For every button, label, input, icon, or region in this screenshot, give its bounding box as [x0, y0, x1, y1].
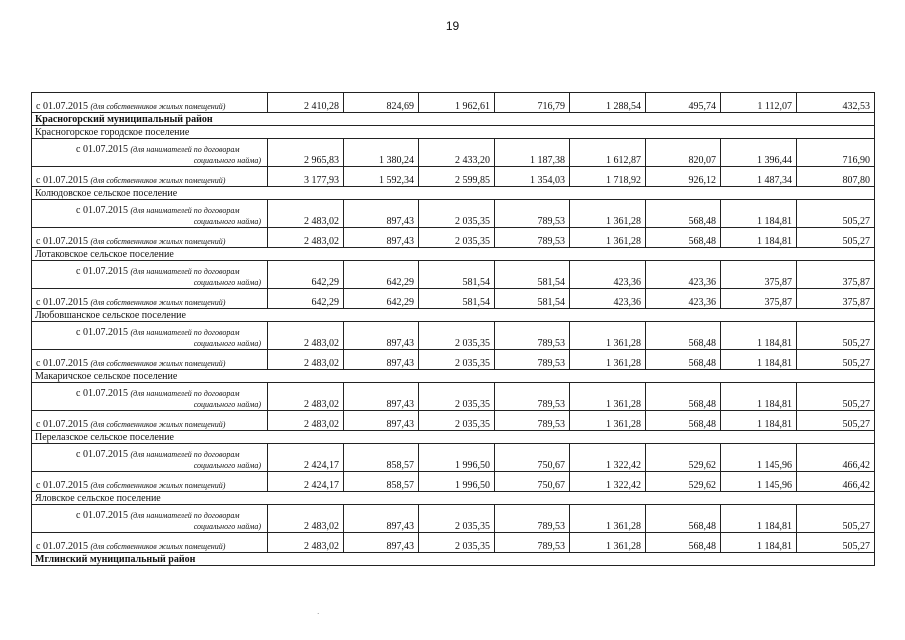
tariff-value-cell: 1 184,81 [721, 200, 797, 228]
effective-date: с 01.07.2015 [76, 144, 128, 155]
tariff-value-cell: 2 410,28 [268, 93, 344, 113]
tariff-value-cell: 716,79 [495, 93, 570, 113]
tariff-value-cell: 824,69 [344, 93, 419, 113]
tariff-value-cell: 750,67 [495, 472, 570, 492]
tariff-value-cell: 789,53 [495, 411, 570, 431]
tariff-value-cell: 897,43 [344, 383, 419, 411]
district-header-row [32, 553, 875, 566]
tariff-value-cell: 2 035,35 [419, 411, 495, 431]
row-label-line1 [36, 144, 263, 155]
settlement-title: Макаричское сельское поселение [32, 370, 875, 383]
row-label [32, 322, 268, 350]
tariff-value-cell: 642,29 [268, 289, 344, 309]
consumer-category-note: (для нанимателей по договорам [130, 389, 240, 398]
tariff-value-cell: 2 483,02 [268, 350, 344, 370]
tariff-value-cell: 820,07 [646, 139, 721, 167]
settlement-header-row [32, 492, 875, 505]
tariff-value-cell: 1 996,50 [419, 472, 495, 492]
row-label-line1 [36, 510, 263, 521]
effective-date: с 01.07.2015 [36, 480, 88, 491]
tariff-value-cell: 807,80 [797, 167, 875, 187]
tariff-value-cell: 789,53 [495, 350, 570, 370]
district-header-row [32, 113, 875, 126]
settlement-header-row [32, 370, 875, 383]
tariff-value-cell: 1 361,28 [570, 228, 646, 248]
tariff-value-cell: 375,87 [721, 261, 797, 289]
tariff-value-cell: 789,53 [495, 533, 570, 553]
tariff-value-cell: 750,67 [495, 444, 570, 472]
tariff-value-cell: 2 424,17 [268, 472, 344, 492]
tariff-value-cell: 2 483,02 [268, 533, 344, 553]
tariff-value-cell: 897,43 [344, 322, 419, 350]
tariff-row [32, 411, 875, 431]
tariff-row [32, 228, 875, 248]
tariff-row [32, 139, 875, 167]
tariff-table-body [32, 93, 875, 566]
tariff-value-cell: 642,29 [344, 289, 419, 309]
tariff-value-cell: 858,57 [344, 444, 419, 472]
row-label [32, 411, 268, 431]
tariff-value-cell: 2 433,20 [419, 139, 495, 167]
tariff-value-cell: 2 035,35 [419, 533, 495, 553]
tariff-value-cell: 568,48 [646, 200, 721, 228]
tariff-row [32, 533, 875, 553]
row-label [32, 472, 268, 492]
consumer-category-note: (для собственников жилых помещений) [90, 481, 226, 490]
tariff-value-cell: 1 996,50 [419, 444, 495, 472]
effective-date: с 01.07.2015 [76, 327, 128, 338]
consumer-category-note: (для нанимателей по договорам [130, 267, 240, 276]
tariff-value-cell: 2 424,17 [268, 444, 344, 472]
tariff-value-cell: 2 483,02 [268, 322, 344, 350]
tariff-value-cell: 1 322,42 [570, 472, 646, 492]
tariff-value-cell: 375,87 [797, 289, 875, 309]
tariff-value-cell: 1 361,28 [570, 533, 646, 553]
tariff-value-cell: 2 035,35 [419, 350, 495, 370]
tariff-value-cell: 1 184,81 [721, 411, 797, 431]
tariff-value-cell: 375,87 [797, 261, 875, 289]
settlement-header-row [32, 187, 875, 200]
tariff-value-cell: 581,54 [495, 289, 570, 309]
tariff-value-cell: 789,53 [495, 505, 570, 533]
tariff-value-cell: 423,36 [570, 289, 646, 309]
tariff-value-cell: 1 184,81 [721, 350, 797, 370]
tariff-value-cell: 1 962,61 [419, 93, 495, 113]
tariff-value-cell: 897,43 [344, 505, 419, 533]
tariff-value-cell: 1 361,28 [570, 505, 646, 533]
row-label-line1 [36, 266, 263, 277]
tariff-table [31, 92, 875, 566]
consumer-category-note-continued: социального найма) [193, 278, 261, 287]
settlement-header-row [32, 248, 875, 261]
tariff-row [32, 93, 875, 113]
tariff-value-cell: 505,27 [797, 533, 875, 553]
tariff-value-cell: 1 288,54 [570, 93, 646, 113]
tariff-value-cell: 789,53 [495, 322, 570, 350]
tariff-value-cell: 423,36 [570, 261, 646, 289]
tariff-value-cell: 1 361,28 [570, 350, 646, 370]
tariff-value-cell: 897,43 [344, 228, 419, 248]
tariff-value-cell: 789,53 [495, 383, 570, 411]
consumer-category-note: (для собственников жилых помещений) [90, 237, 226, 246]
settlement-title: Яловское сельское поселение [32, 492, 875, 505]
page-number: 19 [445, 19, 460, 33]
tariff-value-cell: 581,54 [419, 261, 495, 289]
tariff-value-cell: 897,43 [344, 200, 419, 228]
row-label [32, 261, 268, 289]
tariff-value-cell: 1 361,28 [570, 200, 646, 228]
tariff-value-cell: 2 035,35 [419, 505, 495, 533]
tariff-value-cell: 1 184,81 [721, 322, 797, 350]
tariff-value-cell: 505,27 [797, 322, 875, 350]
consumer-category-note: (для нанимателей по договорам [130, 328, 240, 337]
district-title: Мглинский муниципальный район [32, 553, 875, 566]
consumer-category-note: (для собственников жилых помещений) [90, 359, 226, 368]
tariff-value-cell: 3 177,93 [268, 167, 344, 187]
tariff-value-cell: 1 145,96 [721, 472, 797, 492]
tariff-value-cell: 1 184,81 [721, 228, 797, 248]
effective-date: с 01.07.2015 [36, 236, 88, 247]
tariff-value-cell: 1 184,81 [721, 533, 797, 553]
tariff-row [32, 350, 875, 370]
consumer-category-note-continued: социального найма) [193, 522, 261, 531]
tariff-value-cell: 1 592,34 [344, 167, 419, 187]
effective-date: с 01.07.2015 [36, 419, 88, 430]
tariff-value-cell: 642,29 [268, 261, 344, 289]
tariff-value-cell: 1 361,28 [570, 322, 646, 350]
tariff-value-cell: 1 112,07 [721, 93, 797, 113]
consumer-category-note-continued: социального найма) [193, 156, 261, 165]
row-label [32, 200, 268, 228]
tariff-value-cell: 897,43 [344, 350, 419, 370]
effective-date: с 01.07.2015 [76, 205, 128, 216]
settlement-header-row [32, 431, 875, 444]
tariff-value-cell: 568,48 [646, 350, 721, 370]
row-label [32, 505, 268, 533]
tariff-value-cell: 1 322,42 [570, 444, 646, 472]
tariff-value-cell: 2 035,35 [419, 383, 495, 411]
row-label [32, 533, 268, 553]
row-label-line1 [36, 205, 263, 216]
effective-date: с 01.07.2015 [76, 449, 128, 460]
tariff-value-cell: 568,48 [646, 411, 721, 431]
tariff-row [32, 472, 875, 492]
row-label [32, 289, 268, 309]
consumer-category-note: (для собственников жилых помещений) [90, 542, 226, 551]
row-label-line1 [36, 388, 263, 399]
consumer-category-note: (для нанимателей по договорам [130, 511, 240, 520]
tariff-value-cell: 505,27 [797, 200, 875, 228]
effective-date: с 01.07.2015 [76, 510, 128, 521]
effective-date: с 01.07.2015 [36, 175, 88, 186]
tariff-value-cell: 789,53 [495, 200, 570, 228]
tariff-row [32, 289, 875, 309]
effective-date: с 01.07.2015 [76, 266, 128, 277]
tariff-value-cell: 1 361,28 [570, 383, 646, 411]
tariff-value-cell: 568,48 [646, 533, 721, 553]
settlement-title: Любовшанское сельское поселение [32, 309, 875, 322]
tariff-value-cell: 466,42 [797, 444, 875, 472]
tariff-value-cell: 375,87 [721, 289, 797, 309]
tariff-value-cell: 1 380,24 [344, 139, 419, 167]
row-label [32, 93, 268, 113]
effective-date: с 01.07.2015 [36, 541, 88, 552]
tariff-row [32, 322, 875, 350]
tariff-value-cell: 568,48 [646, 505, 721, 533]
tariff-value-cell: 568,48 [646, 228, 721, 248]
row-label [32, 228, 268, 248]
tariff-value-cell: 716,90 [797, 139, 875, 167]
tariff-value-cell: 2 483,02 [268, 228, 344, 248]
settlement-header-row [32, 309, 875, 322]
row-label [32, 167, 268, 187]
tariff-value-cell: 505,27 [797, 350, 875, 370]
tariff-value-cell: 568,48 [646, 383, 721, 411]
settlement-title: Красногорское городское поселение [32, 126, 875, 139]
consumer-category-note: (для нанимателей по договорам [130, 145, 240, 154]
tariff-value-cell: 2 035,35 [419, 200, 495, 228]
row-label [32, 139, 268, 167]
tariff-value-cell: 2 965,83 [268, 139, 344, 167]
tariff-value-cell: 2 483,02 [268, 505, 344, 533]
tariff-value-cell: 858,57 [344, 472, 419, 492]
row-label [32, 350, 268, 370]
tariff-value-cell: 505,27 [797, 383, 875, 411]
tariff-row [32, 444, 875, 472]
tariff-value-cell: 642,29 [344, 261, 419, 289]
consumer-category-note-continued: социального найма) [193, 461, 261, 470]
tariff-value-cell: 495,74 [646, 93, 721, 113]
tariff-value-cell: 581,54 [495, 261, 570, 289]
tariff-row [32, 505, 875, 533]
consumer-category-note: (для собственников жилых помещений) [90, 420, 226, 429]
tariff-value-cell: 897,43 [344, 411, 419, 431]
consumer-category-note: (для нанимателей по договорам [130, 206, 240, 215]
tariff-value-cell: 926,12 [646, 167, 721, 187]
row-label [32, 383, 268, 411]
effective-date: с 01.07.2015 [76, 388, 128, 399]
tariff-value-cell: 529,62 [646, 472, 721, 492]
tariff-value-cell: 2 599,85 [419, 167, 495, 187]
tariff-value-cell: 423,36 [646, 261, 721, 289]
row-label-line1 [36, 449, 263, 460]
tariff-row [32, 200, 875, 228]
tariff-value-cell: 2 483,02 [268, 411, 344, 431]
tariff-value-cell: 1 354,03 [495, 167, 570, 187]
consumer-category-note-continued: социального найма) [193, 339, 261, 348]
tariff-value-cell: 2 483,02 [268, 383, 344, 411]
settlement-title: Колюдовское сельское поселение [32, 187, 875, 200]
tariff-value-cell: 466,42 [797, 472, 875, 492]
effective-date: с 01.07.2015 [36, 358, 88, 369]
settlement-title: Лотаковское сельское поселение [32, 248, 875, 261]
tariff-value-cell: 1 145,96 [721, 444, 797, 472]
consumer-category-note-continued: социального найма) [193, 400, 261, 409]
district-title: Красногорский муниципальный район [32, 113, 875, 126]
tariff-value-cell: 1 184,81 [721, 505, 797, 533]
tariff-value-cell: 581,54 [419, 289, 495, 309]
tariff-value-cell: 505,27 [797, 411, 875, 431]
tariff-value-cell: 568,48 [646, 322, 721, 350]
tariff-value-cell: 505,27 [797, 505, 875, 533]
tariff-row [32, 383, 875, 411]
tariff-row [32, 167, 875, 187]
tariff-value-cell: 1 361,28 [570, 411, 646, 431]
settlement-title: Перелазское сельское поселение [32, 431, 875, 444]
tariff-value-cell: 505,27 [797, 228, 875, 248]
tariff-value-cell: 1 487,34 [721, 167, 797, 187]
tariff-value-cell: 432,53 [797, 93, 875, 113]
consumer-category-note: (для собственников жилых помещений) [90, 102, 226, 111]
tariff-value-cell: 2 035,35 [419, 228, 495, 248]
tariff-value-cell: 789,53 [495, 228, 570, 248]
tariff-value-cell: 1 184,81 [721, 383, 797, 411]
tariff-value-cell: 423,36 [646, 289, 721, 309]
tariff-value-cell: 1 396,44 [721, 139, 797, 167]
row-label [32, 444, 268, 472]
tariff-value-cell: 2 483,02 [268, 200, 344, 228]
tariff-value-cell: 1 718,92 [570, 167, 646, 187]
effective-date: с 01.07.2015 [36, 297, 88, 308]
tariff-row [32, 261, 875, 289]
row-label-line1 [36, 327, 263, 338]
consumer-category-note: (для собственников жилых помещений) [90, 298, 226, 307]
tariff-value-cell: 1 187,38 [495, 139, 570, 167]
scan-speck: · [317, 610, 320, 618]
tariff-value-cell: 1 612,87 [570, 139, 646, 167]
effective-date: с 01.07.2015 [36, 101, 88, 112]
consumer-category-note: (для собственников жилых помещений) [90, 176, 226, 185]
consumer-category-note-continued: социального найма) [193, 217, 261, 226]
tariff-value-cell: 529,62 [646, 444, 721, 472]
consumer-category-note: (для нанимателей по договорам [130, 450, 240, 459]
tariff-value-cell: 897,43 [344, 533, 419, 553]
tariff-value-cell: 2 035,35 [419, 322, 495, 350]
settlement-header-row [32, 126, 875, 139]
